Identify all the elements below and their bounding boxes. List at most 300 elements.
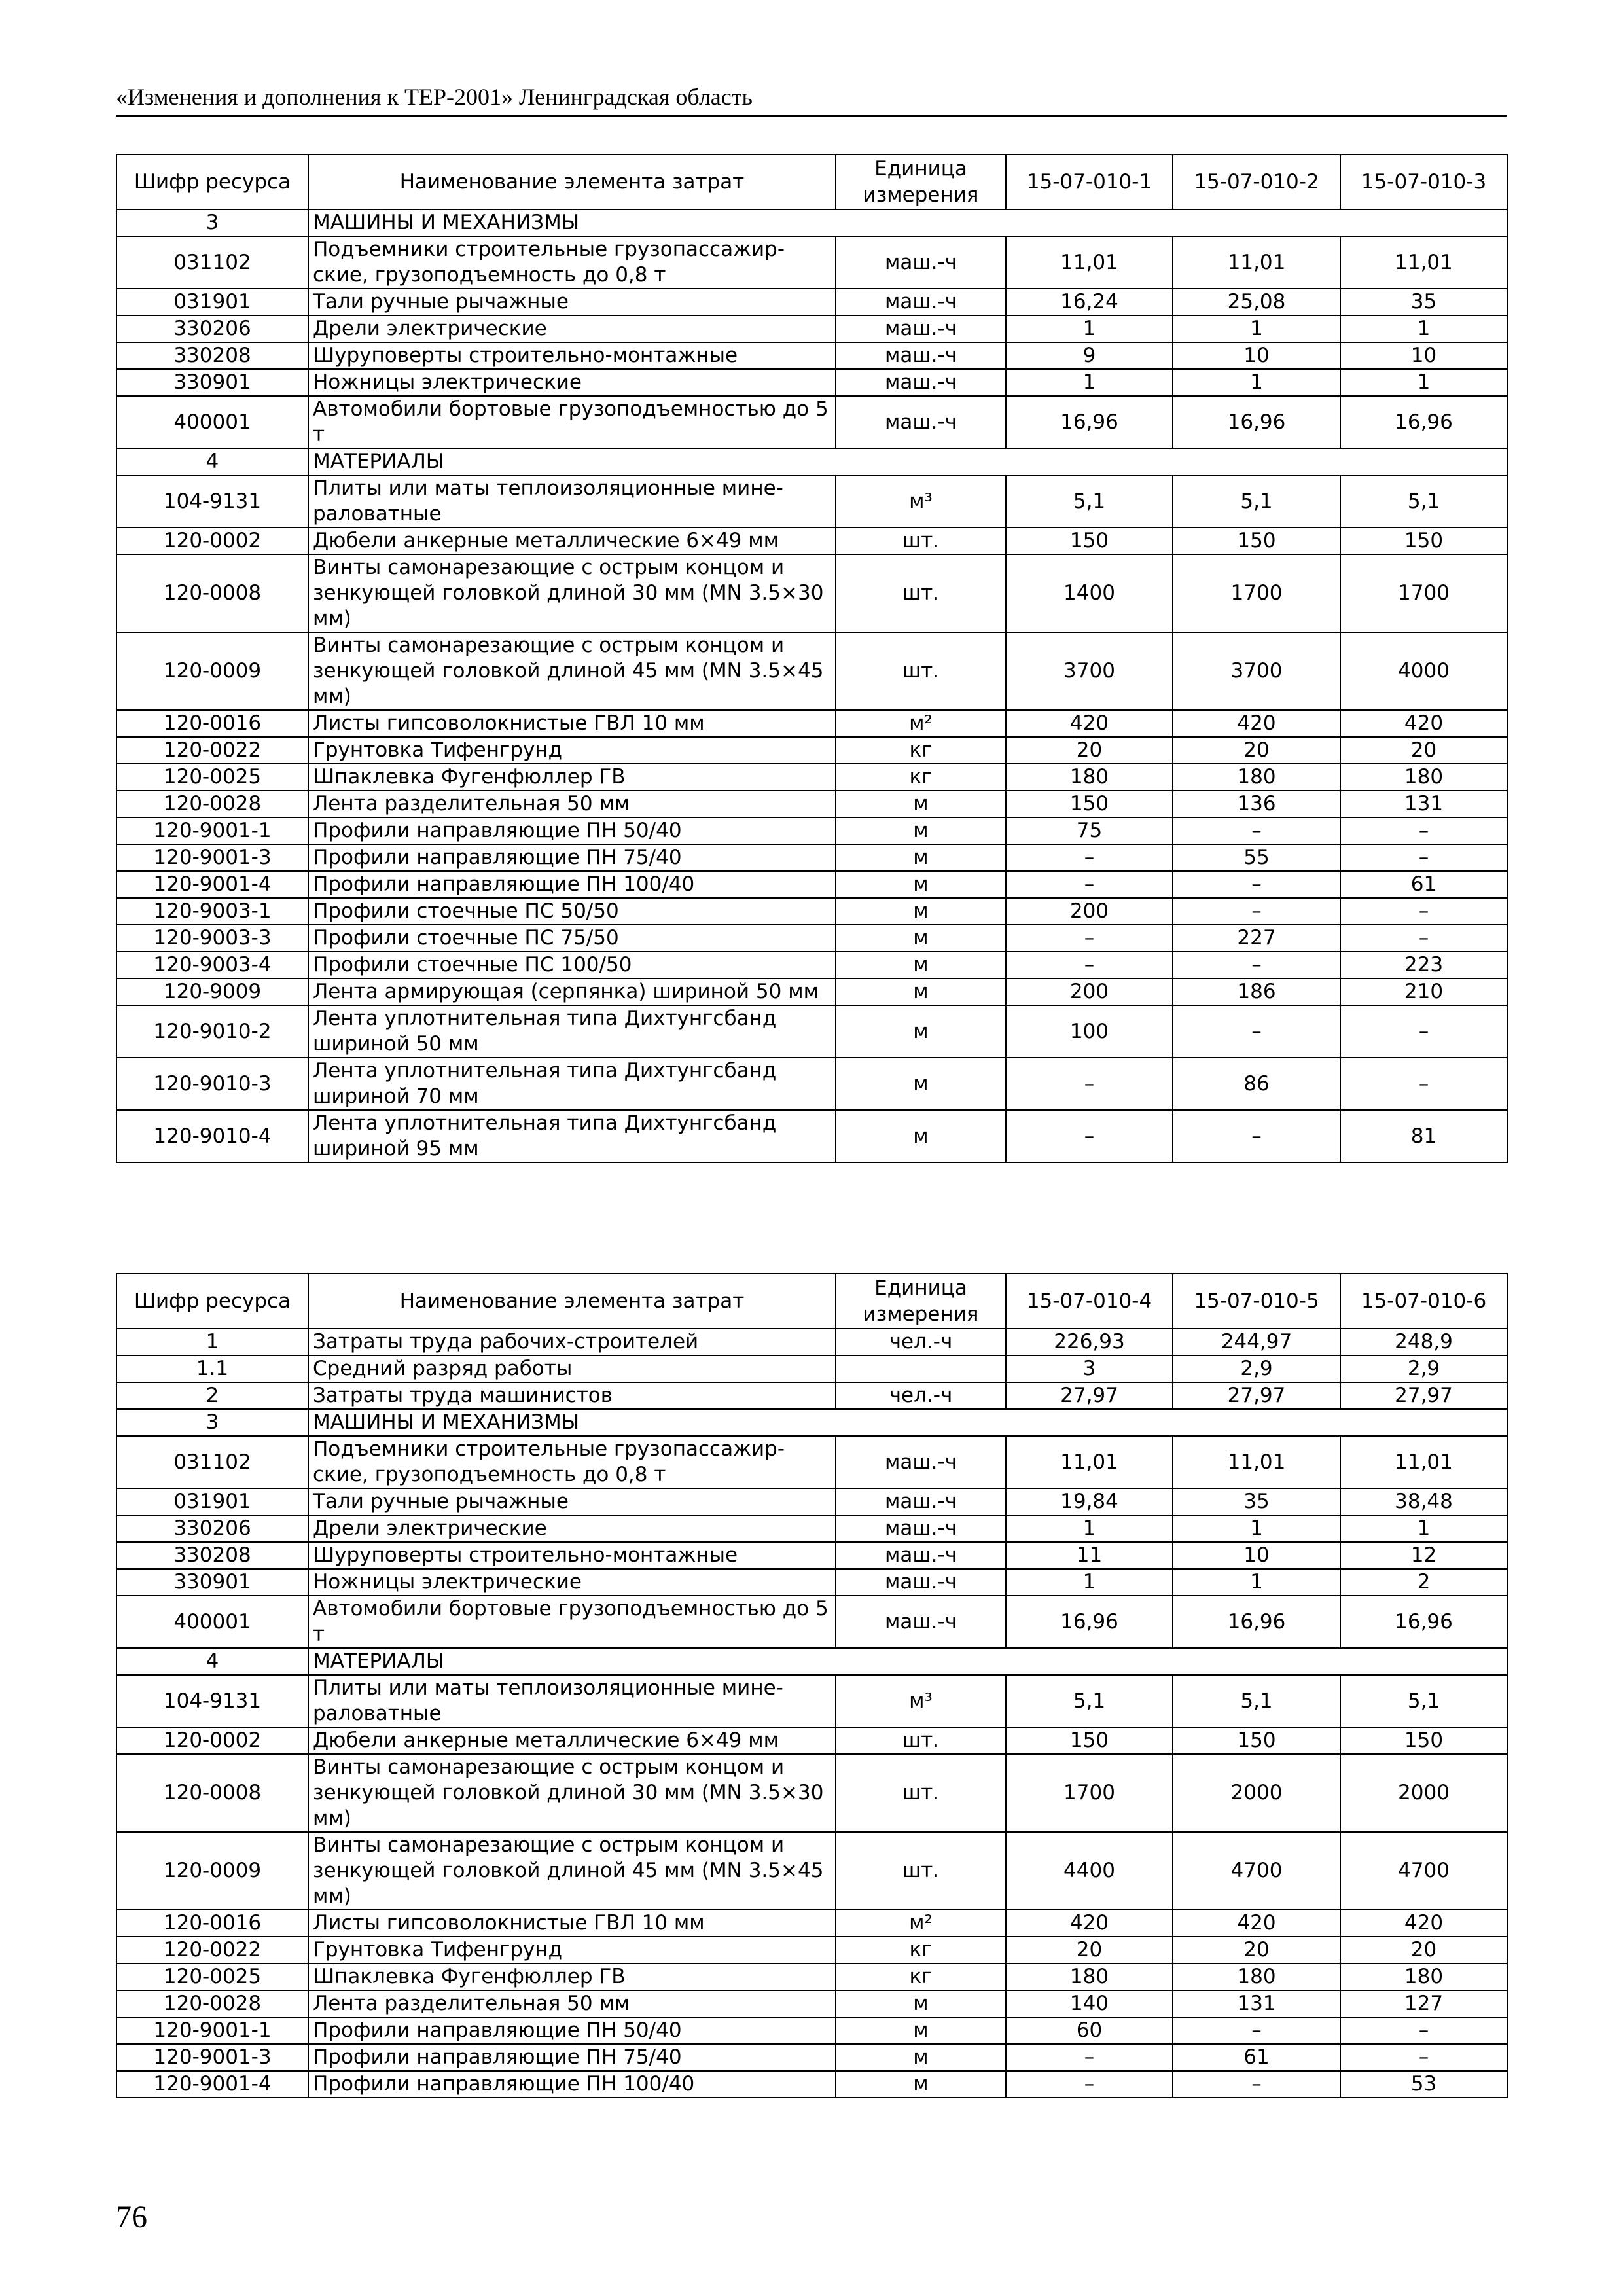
cell-unit: маш.-ч [836, 1542, 1006, 1569]
cell-value: 1 [1006, 369, 1173, 396]
cell-value: – [1173, 1110, 1340, 1162]
cell-name: Грунтовка Тифенгрунд [308, 1937, 836, 1964]
cell-value: 16,96 [1340, 1596, 1507, 1648]
table-row [116, 1990, 1507, 2017]
cell-unit: шт. [836, 554, 1006, 632]
table-row [116, 710, 1507, 737]
cell-code: 120-9001-4 [116, 871, 308, 898]
cell-unit: шт. [836, 1754, 1006, 1832]
table-row [116, 1596, 1507, 1648]
cell-value: – [1006, 1058, 1173, 1110]
cell-value: – [1006, 925, 1173, 952]
cell-value: 4400 [1006, 1832, 1173, 1910]
section-row [116, 209, 1507, 236]
cell-name: Профили направляющие ПН 75/40 [308, 2044, 836, 2071]
cell-unit: м [836, 2017, 1006, 2044]
cell-value: – [1173, 898, 1340, 925]
cell-value: 3 [1006, 1355, 1173, 1382]
cell-unit: маш.-ч [836, 315, 1006, 342]
table-row [116, 1675, 1507, 1727]
cell-value: 131 [1340, 791, 1507, 817]
cell-value: 180 [1006, 1964, 1173, 1990]
cell-value: 16,96 [1173, 1596, 1340, 1648]
cell-value: – [1006, 871, 1173, 898]
cell-name: Подъемники строительные грузопассажир-ские, грузоподъемность до 0,8 т [308, 236, 836, 289]
cell-code: 400001 [116, 1596, 308, 1648]
cell-name: Подъемники строительные грузопассажир-ские, грузоподъемность до 0,8 т [308, 1436, 836, 1488]
cell-value: – [1006, 844, 1173, 871]
cell-name: Шпаклевка Фугенфюллер ГВ [308, 1964, 836, 1990]
cell-value: 226,93 [1006, 1329, 1173, 1355]
cell-unit: маш.-ч [836, 1488, 1006, 1515]
cell-value: – [1173, 1005, 1340, 1058]
cell-value: – [1173, 2017, 1340, 2044]
cell-unit: м³ [836, 475, 1006, 528]
cell-value: 150 [1006, 1727, 1173, 1754]
cell-code: 120-9001-4 [116, 2071, 308, 2098]
cell-unit: чел.-ч [836, 1382, 1006, 1409]
cell-value: 180 [1340, 764, 1507, 791]
table-row [116, 1754, 1507, 1832]
cell-name: Тали ручные рычажные [308, 1488, 836, 1515]
cell-unit: м [836, 2071, 1006, 2098]
cell-value: 16,24 [1006, 289, 1173, 315]
cell-value: 11,01 [1006, 236, 1173, 289]
cell-value: – [1340, 1005, 1507, 1058]
cell-code: 3 [116, 1409, 308, 1436]
cell-unit: м [836, 1058, 1006, 1110]
cell-value: 60 [1006, 2017, 1173, 2044]
cell-unit [836, 1355, 1006, 1382]
cell-code: 104-9131 [116, 1675, 308, 1727]
cell-code: 400001 [116, 396, 308, 448]
column-header-rate-2: 15-07-010-2 [1173, 154, 1340, 209]
cell-name: Винты самонарезающие с острым концом и зенкующей головкой длиной 45 мм (MN 3.5×45 мм) [308, 632, 836, 710]
cell-value: 16,96 [1340, 396, 1507, 448]
cell-unit: шт. [836, 1832, 1006, 1910]
cell-code: 120-9001-3 [116, 844, 308, 871]
cell-unit: маш.-ч [836, 1596, 1006, 1648]
cell-value: 136 [1173, 791, 1340, 817]
cell-value: 150 [1173, 1727, 1340, 1754]
column-header-rate-6: 15-07-010-6 [1340, 1274, 1507, 1329]
cell-code: 330208 [116, 1542, 308, 1569]
table-row [116, 528, 1507, 554]
cell-name: Профили направляющие ПН 100/40 [308, 2071, 836, 2098]
cell-name: Листы гипсоволокнистые ГВЛ 10 мм [308, 1910, 836, 1937]
column-header-name: Наименование элемента затрат [308, 154, 836, 209]
cell-value: 2,9 [1340, 1355, 1507, 1382]
table-row [116, 898, 1507, 925]
column-header-unit: Единица измерения [836, 154, 1006, 209]
cell-code: 120-9010-2 [116, 1005, 308, 1058]
cell-value: 150 [1006, 791, 1173, 817]
cell-code: 330206 [116, 315, 308, 342]
cell-value: – [1340, 1058, 1507, 1110]
column-header-code: Шифр ресурса [116, 1274, 308, 1329]
cell-value: – [1340, 817, 1507, 844]
cell-value: 1 [1173, 369, 1340, 396]
column-header-rate-5: 15-07-010-5 [1173, 1274, 1340, 1329]
cell-value: 180 [1340, 1964, 1507, 1990]
table-row [116, 1937, 1507, 1964]
cell-value: 20 [1173, 1937, 1340, 1964]
cell-value: 4000 [1340, 632, 1507, 710]
cell-name: Профили стоечные ПС 50/50 [308, 898, 836, 925]
cell-name: Профили направляющие ПН 75/40 [308, 844, 836, 871]
cell-unit: кг [836, 764, 1006, 791]
section-row [116, 448, 1507, 475]
cell-value: – [1173, 871, 1340, 898]
cell-unit: кг [836, 1937, 1006, 1964]
cell-value: 38,48 [1340, 1488, 1507, 1515]
resource-table-1 [116, 154, 1508, 1163]
cell-value: – [1340, 898, 1507, 925]
cell-value: 227 [1173, 925, 1340, 952]
cell-name: Плиты или маты теплоизоляционные мине-раловатные [308, 475, 836, 528]
cell-unit: маш.-ч [836, 236, 1006, 289]
page-header: «Изменения и дополнения к ТЕР-2001» Ленинградская область [116, 84, 1507, 117]
cell-name: Шуруповерты строительно-монтажные [308, 342, 836, 369]
cell-value: 20 [1006, 737, 1173, 764]
cell-value: 75 [1006, 817, 1173, 844]
cell-value: 27,97 [1173, 1382, 1340, 1409]
cell-name: Тали ручные рычажные [308, 289, 836, 315]
cell-value: – [1006, 952, 1173, 978]
cell-value: 420 [1006, 1910, 1173, 1937]
cell-value: 11 [1006, 1542, 1173, 1569]
cell-code: 120-0008 [116, 1754, 308, 1832]
cell-value: 420 [1173, 710, 1340, 737]
cell-value: 420 [1173, 1910, 1340, 1937]
cell-name: Затраты труда машинистов [308, 1382, 836, 1409]
cell-value: 1700 [1173, 554, 1340, 632]
table-row [116, 978, 1507, 1005]
cell-code: 1.1 [116, 1355, 308, 1382]
table-row [116, 737, 1507, 764]
table-row [116, 871, 1507, 898]
cell-value: 180 [1173, 764, 1340, 791]
cell-value: 200 [1006, 978, 1173, 1005]
cell-unit: м [836, 1990, 1006, 2017]
table-row [116, 342, 1507, 369]
cell-code: 2 [116, 1382, 308, 1409]
table-row [116, 1542, 1507, 1569]
table-row [116, 315, 1507, 342]
cell-value: 150 [1340, 528, 1507, 554]
cell-value: 186 [1173, 978, 1340, 1005]
table-row [116, 1355, 1507, 1382]
cell-value: 1 [1340, 315, 1507, 342]
cell-value: 2 [1340, 1569, 1507, 1596]
cell-unit: м [836, 978, 1006, 1005]
cell-value: 20 [1006, 1937, 1173, 1964]
table-row [116, 2071, 1507, 2098]
cell-code: 120-9001-1 [116, 817, 308, 844]
cell-value: 81 [1340, 1110, 1507, 1162]
cell-value: – [1006, 2071, 1173, 2098]
cell-unit: м [836, 791, 1006, 817]
cell-name: Ножницы электрические [308, 369, 836, 396]
cell-value: 1 [1340, 1515, 1507, 1542]
cell-name: Шуруповерты строительно-монтажные [308, 1542, 836, 1569]
cell-value: 1400 [1006, 554, 1173, 632]
cell-unit: маш.-ч [836, 342, 1006, 369]
cell-code: 120-9003-1 [116, 898, 308, 925]
cell-value: 140 [1006, 1990, 1173, 2017]
cell-value: 86 [1173, 1058, 1340, 1110]
cell-name: Винты самонарезающие с острым концом и зенкующей головкой длиной 30 мм (MN 3.5×30 мм) [308, 1754, 836, 1832]
cell-value: 1700 [1340, 554, 1507, 632]
cell-value: 11,01 [1340, 236, 1507, 289]
cell-unit: маш.-ч [836, 1569, 1006, 1596]
cell-value: 11,01 [1173, 1436, 1340, 1488]
cell-value: 5,1 [1173, 475, 1340, 528]
cell-unit: м [836, 898, 1006, 925]
cell-unit: маш.-ч [836, 1515, 1006, 1542]
cell-unit: м [836, 871, 1006, 898]
cell-unit: шт. [836, 1727, 1006, 1754]
table-row [116, 1832, 1507, 1910]
cell-unit: м [836, 1005, 1006, 1058]
table-row [116, 1329, 1507, 1355]
cell-code: 120-0025 [116, 1964, 308, 1990]
cell-value: 20 [1173, 737, 1340, 764]
cell-value: – [1340, 2044, 1507, 2071]
cell-name: Лента разделительная 50 мм [308, 1990, 836, 2017]
table-row [116, 369, 1507, 396]
cell-value: 1 [1006, 315, 1173, 342]
cell-code: 330901 [116, 369, 308, 396]
cell-value: – [1173, 952, 1340, 978]
cell-value: – [1006, 2044, 1173, 2071]
column-header-rate-3: 15-07-010-3 [1340, 154, 1507, 209]
cell-value: 150 [1006, 528, 1173, 554]
cell-value: 25,08 [1173, 289, 1340, 315]
cell-name: Шпаклевка Фугенфюллер ГВ [308, 764, 836, 791]
cell-code: 1 [116, 1329, 308, 1355]
cell-code: 120-0009 [116, 632, 308, 710]
cell-unit: кг [836, 1964, 1006, 1990]
cell-value: 12 [1340, 1542, 1507, 1569]
cell-value: 1700 [1006, 1754, 1173, 1832]
table-row [116, 952, 1507, 978]
cell-unit: шт. [836, 632, 1006, 710]
cell-value: 127 [1340, 1990, 1507, 2017]
cell-code: 3 [116, 209, 308, 236]
cell-value: 16,96 [1006, 396, 1173, 448]
cell-code: 120-9003-3 [116, 925, 308, 952]
table-row [116, 791, 1507, 817]
cell-value: 223 [1340, 952, 1507, 978]
cell-value: 2000 [1340, 1754, 1507, 1832]
column-header-rate-1: 15-07-010-1 [1006, 154, 1173, 209]
cell-section-title: МАШИНЫ И МЕХАНИЗМЫ [308, 209, 1507, 236]
table-row [116, 2017, 1507, 2044]
cell-code: 120-9003-4 [116, 952, 308, 978]
cell-code: 120-0016 [116, 710, 308, 737]
cell-value: 150 [1173, 528, 1340, 554]
cell-code: 120-9001-1 [116, 2017, 308, 2044]
column-header-unit: Единица измерения [836, 1274, 1006, 1329]
cell-value: – [1340, 925, 1507, 952]
cell-code: 031901 [116, 289, 308, 315]
cell-value: 20 [1340, 1937, 1507, 1964]
table-row [116, 1569, 1507, 1596]
cell-name: Лента уплотнительная типа Дихтунгсбанд шириной 50 мм [308, 1005, 836, 1058]
table-row [116, 1727, 1507, 1754]
cell-name: Профили стоечные ПС 75/50 [308, 925, 836, 952]
table-row [116, 396, 1507, 448]
cell-name: Профили направляющие ПН 50/40 [308, 817, 836, 844]
cell-value: 11,01 [1173, 236, 1340, 289]
cell-name: Дрели электрические [308, 1515, 836, 1542]
cell-unit: маш.-ч [836, 1436, 1006, 1488]
cell-value: 210 [1340, 978, 1507, 1005]
cell-code: 104-9131 [116, 475, 308, 528]
cell-name: Затраты труда рабочих-строителей [308, 1329, 836, 1355]
cell-value: 1 [1173, 315, 1340, 342]
cell-value: 5,1 [1006, 475, 1173, 528]
cell-value: 2000 [1173, 1754, 1340, 1832]
cell-value: 27,97 [1340, 1382, 1507, 1409]
cell-value: 16,96 [1173, 396, 1340, 448]
cell-value: – [1173, 2071, 1340, 2098]
cell-name: Дрели электрические [308, 315, 836, 342]
cell-name: Лента уплотнительная типа Дихтунгсбанд шириной 70 мм [308, 1058, 836, 1110]
table-row [116, 1488, 1507, 1515]
table-row [116, 1005, 1507, 1058]
cell-value: 1 [1173, 1569, 1340, 1596]
cell-value: 420 [1006, 710, 1173, 737]
cell-code: 330901 [116, 1569, 308, 1596]
cell-value: 1 [1173, 1515, 1340, 1542]
cell-value: 27,97 [1006, 1382, 1173, 1409]
cell-value: 1 [1006, 1515, 1173, 1542]
section-row [116, 1648, 1507, 1675]
cell-value: 4700 [1340, 1832, 1507, 1910]
cell-unit: маш.-ч [836, 289, 1006, 315]
cell-code: 120-0016 [116, 1910, 308, 1937]
cell-value: – [1340, 2017, 1507, 2044]
cell-code: 4 [116, 448, 308, 475]
table-row [116, 632, 1507, 710]
cell-value: 5,1 [1173, 1675, 1340, 1727]
cell-unit: маш.-ч [836, 396, 1006, 448]
cell-value: 420 [1340, 710, 1507, 737]
cell-unit: м [836, 1110, 1006, 1162]
cell-code: 031901 [116, 1488, 308, 1515]
cell-code: 120-0022 [116, 1937, 308, 1964]
cell-unit: м [836, 844, 1006, 871]
cell-code: 120-0009 [116, 1832, 308, 1910]
cell-unit: чел.-ч [836, 1329, 1006, 1355]
table-row [116, 1964, 1507, 1990]
cell-value: 1 [1340, 369, 1507, 396]
cell-section-title: МАШИНЫ И МЕХАНИЗМЫ [308, 1409, 1507, 1436]
table-row [116, 844, 1507, 871]
cell-value: 244,97 [1173, 1329, 1340, 1355]
cell-value: 11,01 [1340, 1436, 1507, 1488]
cell-unit: м² [836, 710, 1006, 737]
cell-value: 150 [1340, 1727, 1507, 1754]
cell-name: Автомобили бортовые грузоподъемностью до 5 т [308, 1596, 836, 1648]
cell-name: Дюбели анкерные металлические 6×49 мм [308, 528, 836, 554]
cell-unit: м [836, 817, 1006, 844]
cell-value: 19,84 [1006, 1488, 1173, 1515]
cell-value: 180 [1173, 1964, 1340, 1990]
cell-code: 120-9010-4 [116, 1110, 308, 1162]
cell-name: Винты самонарезающие с острым концом и зенкующей головкой длиной 45 мм (MN 3.5×45 мм) [308, 1832, 836, 1910]
cell-value: – [1006, 1110, 1173, 1162]
cell-value: 1 [1006, 1569, 1173, 1596]
cell-value: 248,9 [1340, 1329, 1507, 1355]
cell-code: 120-0028 [116, 1990, 308, 2017]
cell-value: 10 [1340, 342, 1507, 369]
cell-code: 120-0002 [116, 528, 308, 554]
cell-code: 120-0028 [116, 791, 308, 817]
cell-name: Профили направляющие ПН 100/40 [308, 871, 836, 898]
cell-value: 61 [1340, 871, 1507, 898]
table-row [116, 1058, 1507, 1110]
cell-section-title: МАТЕРИАЛЫ [308, 448, 1507, 475]
cell-value: 5,1 [1006, 1675, 1173, 1727]
cell-value: 35 [1340, 289, 1507, 315]
cell-unit: кг [836, 737, 1006, 764]
cell-value: – [1340, 844, 1507, 871]
table-row [116, 554, 1507, 632]
cell-unit: м [836, 952, 1006, 978]
cell-value: – [1173, 817, 1340, 844]
cell-value: 10 [1173, 342, 1340, 369]
cell-value: 420 [1340, 1910, 1507, 1937]
table-row [116, 764, 1507, 791]
cell-value: 5,1 [1340, 475, 1507, 528]
table-row [116, 1110, 1507, 1162]
table-row [116, 289, 1507, 315]
cell-value: 180 [1006, 764, 1173, 791]
cell-name: Винты самонарезающие с острым концом и зенкующей головкой длиной 30 мм (MN 3.5×30 мм) [308, 554, 836, 632]
table-header-row [116, 154, 1507, 209]
table-row [116, 1515, 1507, 1542]
cell-code: 031102 [116, 1436, 308, 1488]
cell-name: Лента уплотнительная типа Дихтунгсбанд шириной 95 мм [308, 1110, 836, 1162]
cell-value: 9 [1006, 342, 1173, 369]
table-row [116, 817, 1507, 844]
cell-value: 35 [1173, 1488, 1340, 1515]
cell-unit: м [836, 2044, 1006, 2071]
cell-value: 200 [1006, 898, 1173, 925]
cell-name: Профили стоечные ПС 100/50 [308, 952, 836, 978]
table-row [116, 475, 1507, 528]
table-row [116, 925, 1507, 952]
table-row [116, 1436, 1507, 1488]
page-number: 76 [116, 2200, 147, 2234]
table-row [116, 2044, 1507, 2071]
cell-name: Лента армирующая (серпянка) шириной 50 мм [308, 978, 836, 1005]
cell-code: 120-0002 [116, 1727, 308, 1754]
cell-name: Средний разряд работы [308, 1355, 836, 1382]
cell-name: Дюбели анкерные металлические 6×49 мм [308, 1727, 836, 1754]
cell-unit: м³ [836, 1675, 1006, 1727]
cell-value: 5,1 [1340, 1675, 1507, 1727]
table-header-row [116, 1274, 1507, 1329]
cell-value: 10 [1173, 1542, 1340, 1569]
cell-code: 120-9001-3 [116, 2044, 308, 2071]
table-row [116, 1382, 1507, 1409]
cell-value: 3700 [1006, 632, 1173, 710]
table-row [116, 236, 1507, 289]
